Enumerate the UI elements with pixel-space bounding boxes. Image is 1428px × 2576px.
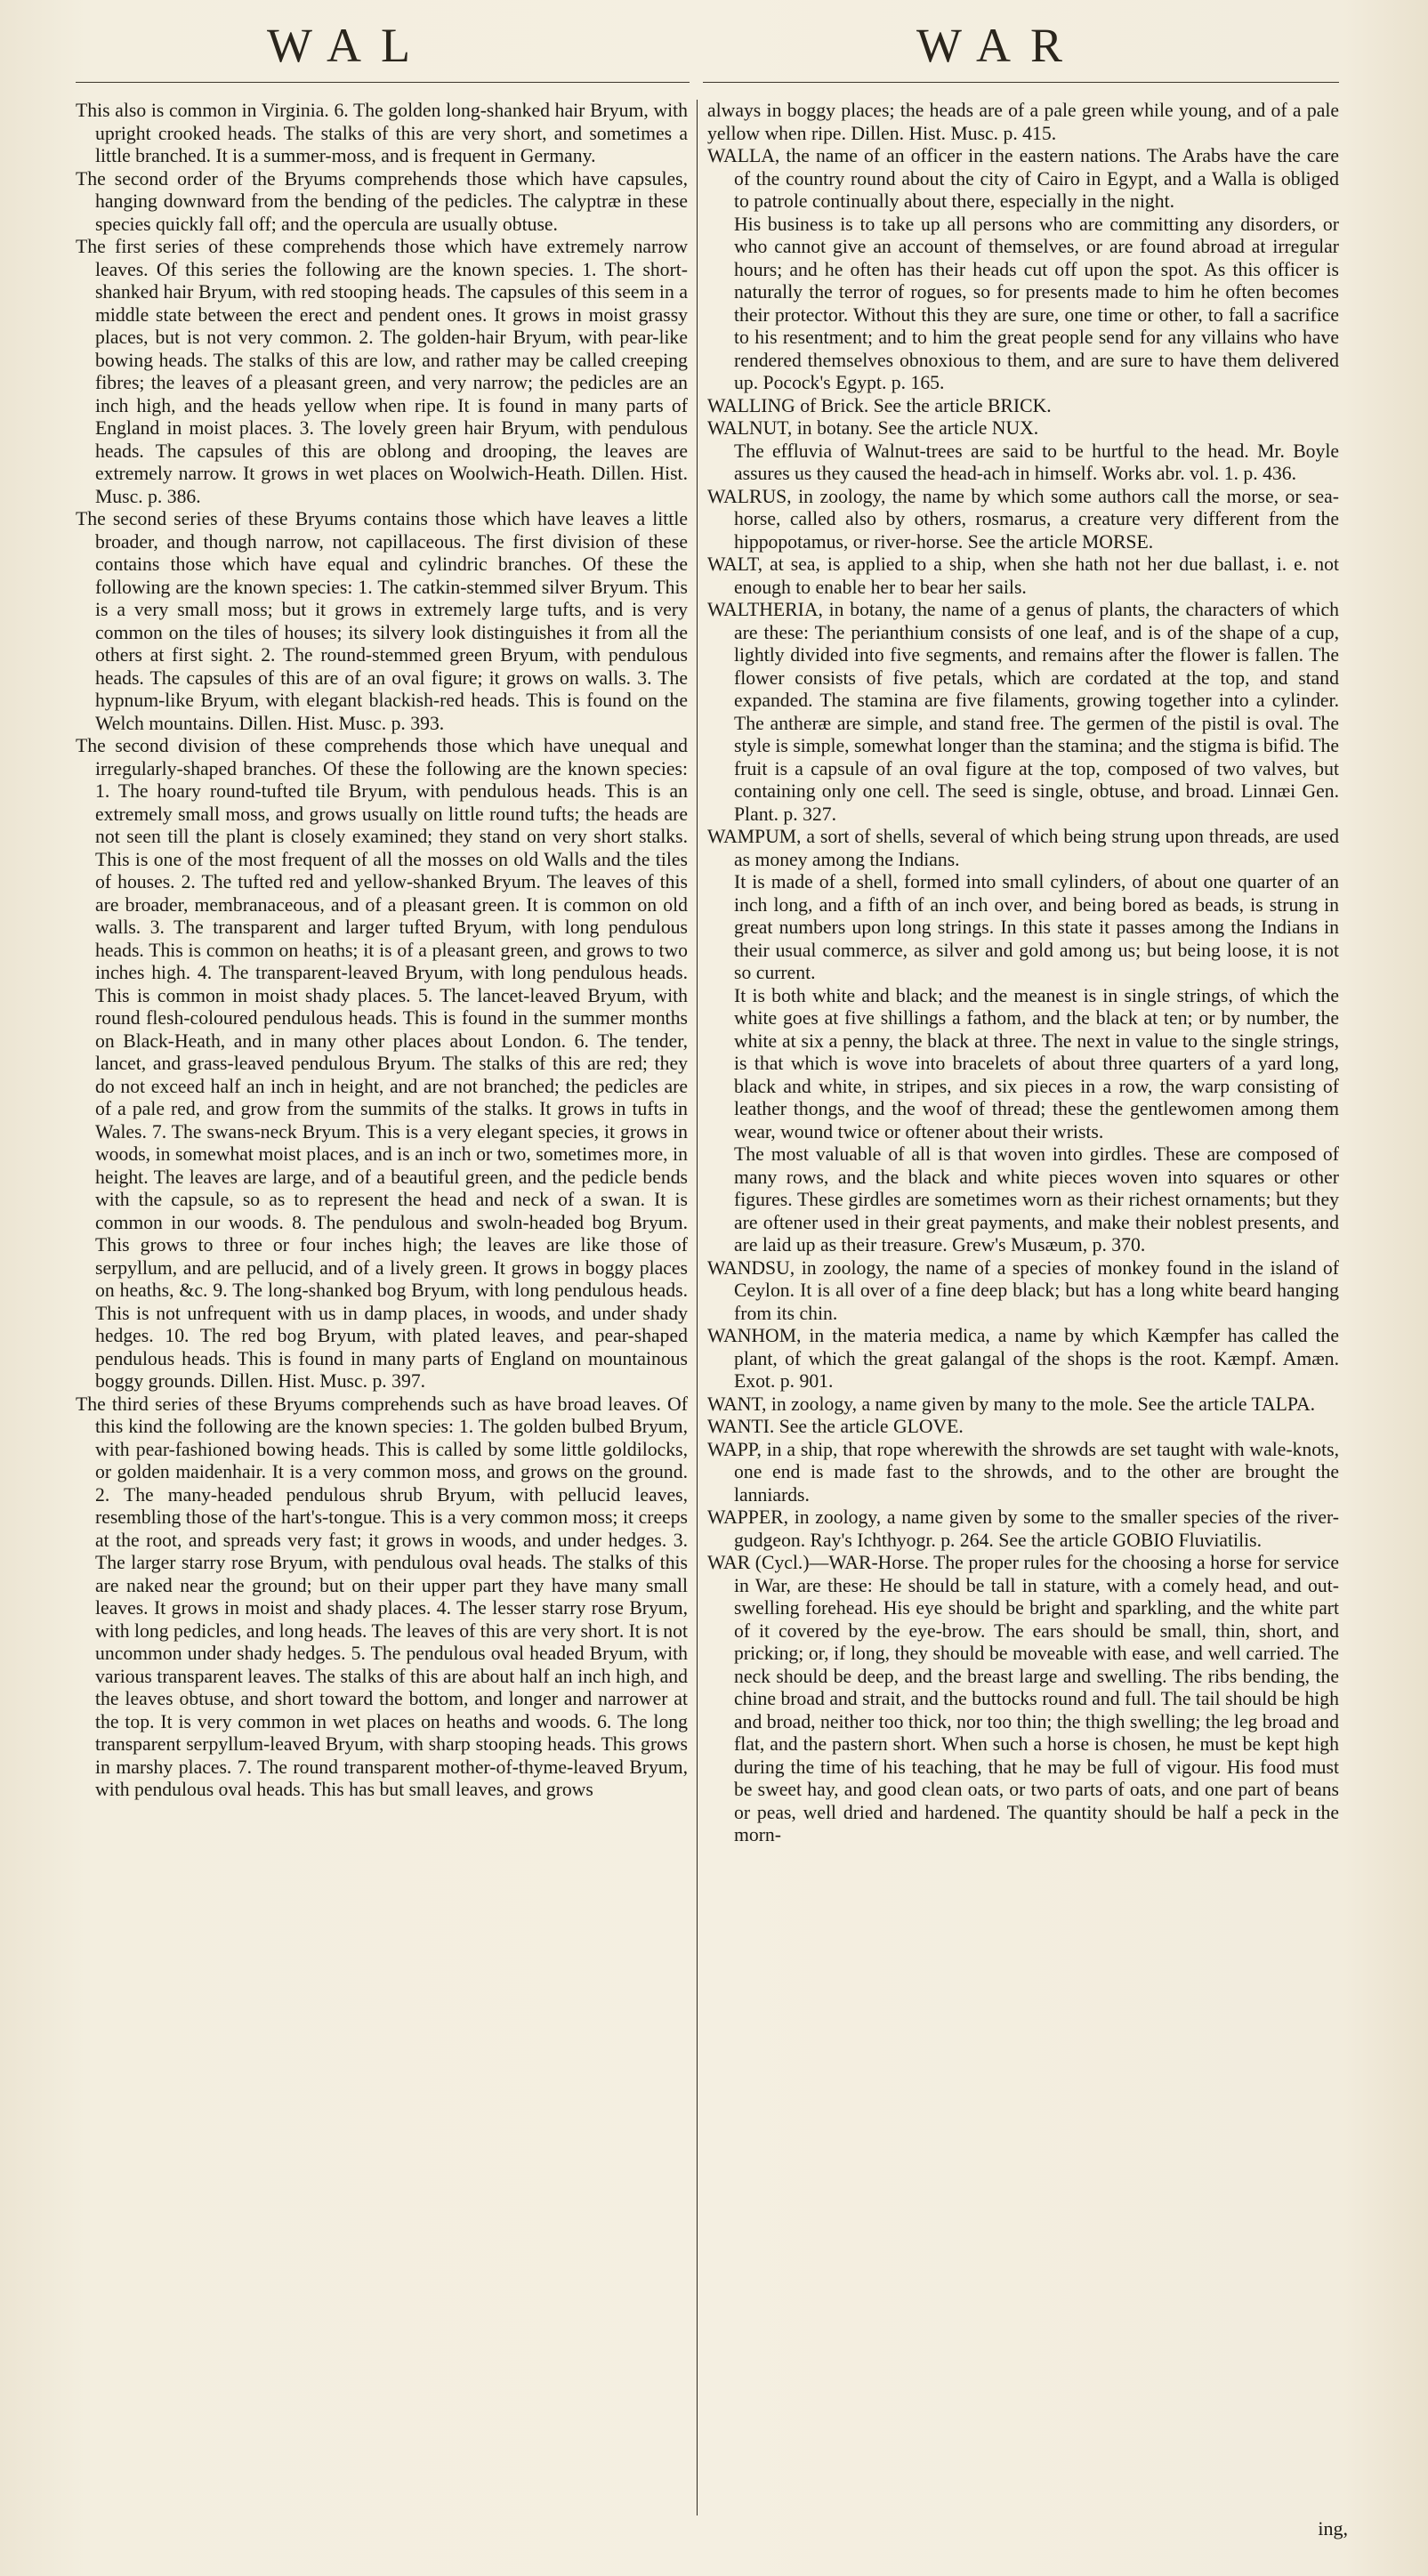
left-column [76,100,688,2520]
paragraph: The most valuable of all is that woven into girdles. These are composed of many rows, and the black and white pieces woven into squares or other figures. These girdles are sometimes worn as their richest ornaments; but they are oftener used in their great payments, and make their noblest presents, and are laid up as their treasure. Grew's Musæum, p. 370. [734,1143,1339,1256]
catchword: ing, [1318,2517,1348,2540]
dictionary-entry: WALTHERIA, in botany, the name of a genus of plants, the characters of which are these: The perianthium consists of one leaf, and is of the shape of a cup, lightly divided into five segments, and remains after the flower is fallen. The flower consists of five petals, which are cordated at the top, and stand expanded. The stamina are five filaments, growing together into a cylinder. The antheræ are simple, and stand free. The germen of the pistil is oval. The style is simple, somewhat longer than the stamina; and the stigma is bifid. The fruit is a capsule of an oval figure at the top, composed of two valves, but containing only one cell. The seed is single, obtuse, and broad. Linnæi Gen. Plant. p. 327. [707,599,1339,825]
paragraph: The third series of these Bryums comprehends such as have broad leaves. Of this kind the following are the known species: 1. The golden bulbed Bryum, with pear-fashioned bowing heads. This is called by some little goldilocks, or golden maidenhair. It is a very common moss, and grows on the ground. 2. The many-headed pendulous shrub Bryum, with pellucid leaves, resembling those of the hart's-tongue. This is a very common moss; it creeps at the root, and spreads very fast; it grows in woods, and under hedges. 3. The larger starry rose Bryum, with pendulous oval heads. The stalks of this are naked near the ground; but on their upper part they have many small leaves. It grows in moist and shady places. 4. The lesser starry rose Bryum, with long pedicles, and long heads. The leaves of this are very short. It is not uncommon under shady hedges. 5. The pendulous oval headed Bryum, with various transparent leaves. The stalks of this are about half an inch high, and the leaves obtuse, and short toward the bottom, and longer and narrower at the top. It is very common in wet places on heaths and woods. 6. The long transparent serpyllum-leaved Bryum, with sharp stooping heads. This grows in marshy places. 7. The round transparent mother-of-thyme-leaved Bryum, with pendulous oval heads. This has but small leaves, and grows [76,1393,688,1800]
paragraph: The second order of the Bryums comprehends those which have capsules, hanging downward from the bending of the pedicles. The calyptræ in these species quickly fall off; and the opercula are usually obtuse. [76,167,688,235]
paragraph: The first series of these comprehends those which have extremely narrow leaves. Of this series the following are the known species. 1. The short-shanked hair Bryum, with red stooping heads. The capsules of this seem in a middle state between the erect and pendent ones. It grows in moist grassy places, but is not very common. 2. The golden-hair Bryum, with pear-like bowing heads. The stalks of this are low, and rather may be called creeping fibres; the leaves of a pleasant green, and very narrow; the pedicles are an inch high, and the heads yellow when ripe. It is found in many parts of England in moist places. 3. The lovely green hair Bryum, with pendulous heads. The capsules of this are oblong and drooping, the leaves are extremely narrow. It grows in wet places on Woolwich-Heath. Dillen. Hist. Musc. p. 386. [76,236,688,507]
dictionary-entry: WAMPUM, a sort of shells, several of which being strung upon threads, are used as money among the Indians. [707,826,1339,870]
right-column [707,100,1339,2520]
running-header-right: WAR [916,19,1082,72]
dictionary-entry: WANDSU, in zoology, the name of a species of monkey found in the island of Ceylon. It is all over of a fine deep black; but has a long white beard hanging from its chin. [707,1256,1339,1324]
column-divider [697,100,698,2515]
dictionary-entry: WAPPER, in zoology, a name given by some to the smaller species of the river-gudgeon. Ray's Ichthyogr. p. 264. See the article GOBIO Fluviatilis. [707,1506,1339,1551]
dictionary-entry: WALLA, the name of an officer in the eastern nations. The Arabs have the care of the country round about the city of Cairo in Egypt, and a Walla is obliged to patrole continually about there, especially in the night. [707,145,1339,212]
paragraph: This also is common in Virginia. 6. The golden long-shanked hair Bryum, with upright crooked heads. The stalks of this are very short, and sometimes a little branched. It is a summer-moss, and is frequent in Germany. [76,100,688,166]
dictionary-entry: WALRUS, in zoology, the name by which some authors call the morse, or sea-horse, called also by others, rosmarus, a creature very different from the hippopotamus, or river-horse. See the article MORSE. [707,485,1339,553]
paragraph: His business is to take up all persons who are committing any disorders, or who cannot give an account of themselves, or are found abroad at irregular hours; and he often has their heads cut off upon the spot. As this officer is naturally the terror of rogues, so for presents made to him he often becomes their protector. Without this they are sure, one time or other, to fall a sacrifice to his resentment; and to him the great people send for any villains who have rendered themselves obnoxious to them, and are sure to have them delivered up. Pocock's Egypt. p. 165. [734,213,1339,393]
paragraph: The second series of these Bryums contains those which have leaves a little broader, and though narrow, not capillaceous. The first division of these contains those which have equal and cylindric branches. Of these the following are the known species: 1. The catkin-stemmed silver Bryum. This is a very small moss; but it grows in extremely large tufts, and is very common on the tiles of houses; its silvery look distinguishes it from all the others at first sight. 2. The round-stemmed green Bryum, with pendulous heads. The capsules of this are of an oval figure; it grows on walls. 3. The hypnum-like Bryum, with elegant blackish-red heads. This is found on the Welch mountains. Dillen. Hist. Musc. p. 393. [76,508,688,734]
running-header-left: WAL [267,19,430,72]
dictionary-entry: WANT, in zoology, a name given by many to the mole. See the article TALPA. [707,1393,1316,1415]
paragraph: The second division of these comprehends those which have unequal and irregularly-shaped branches. Of these the following are the known species: 1. The hoary round-tufted tile Bryum, with pendulous heads. This is an extremely small moss, and grows usually on little round tufts; the heads are not seen till the plant is closely examined; they stand on very short stalks. This is one of the most frequent of all the mosses on old Walls and the tiles of houses. 2. The tufted red and yellow-shanked Bryum. The leaves of this are broader, membranaceous, and of a pleasant green. It is common on old walls. 3. The transparent and larger tufted Bryum, with long pendulous heads. This is common on heaths; it is of a pleasant green, and grows to two inches high. 4. The transparent-leaved Bryum, with long pendulous heads. This is common in moist shady places. 5. The lancet-leaved Bryum, with round flesh-coloured pendulous heads. This is found in the summer months on Black-Heath, and in many other places about London. 6. The tender, lancet, and grass-leaved pendulous Bryum. The stalks of this are red; they do not exceed half an inch in height, and are not branched; the pedicles are of a pale red, and grow from the summits of the stalks. It grows in tufts in Wales. 7. The swans-neck Bryum. This is a very elegant species, it grows in woods, in somewhat moist places, and is an inch or two, sometimes more, in height. The leaves are large, and of a beautiful green, and the pedicle bends with the capsule, so as to represent the head and neck of a swan. It is common in our woods. 8. The pendulous and swoln-headed bog Bryum. This grows to three or four inches high; the leaves are like those of serpyllum, and are pellucid, and of a lively green. It grows in boggy places on heaths, &c. 9. The long-shanked bog Bryum, with long pendulous heads. This is not unfrequent with us in damp places, in woods, and under shady hedges. 10. The red bog Bryum, with plated leaves, and pear-shaped pendulous heads. This is found in many parts of England on mountainous boggy grounds. Dillen. Hist. Musc. p. 397. [76,735,688,1392]
dictionary-entry: WAPP, in a ship, that rope wherewith the shrowds are set taught with wale-knots, one end is made fast to the shrowds, and to the other are brought the lanniards. [707,1438,1339,1506]
paragraph: It is made of a shell, formed into small cylinders, of about one quarter of an inch long, and a fifth of an inch over, and being bored as beads, is strung in great numbers upon long strings. In this state it passes among the Indians in their usual commerce, as silver and gold among us; but being loose, it is not so current. [734,871,1339,983]
paragraph: It is both white and black; and the meanest is in single strings, of which the white goes at five shillings a fathom, and the black at ten; or by number, the white at six a penny, the black at three. The next in value to the single strings, is that which is wove into bracelets of about three quarters of a yard long, black and white, in stripes, and six pieces in a row, the warp consisting of leather thongs, and the woof of thread; these the gentlewomen among them wear, wound twice or oftener about their wrists. [734,984,1339,1143]
dictionary-entry: WALNUT, in botany. See the article NUX. [707,417,1039,439]
dictionary-entry: WAR (Cycl.)—WAR-Horse. The proper rules for the choosing a horse for service in War, are these: He should be tall in stature, with a comely head, and out-swelling forehead. His eye should be bright and sparkling, and the white part of it covered by the eye-brow. The ears should be small, thin, short, and pricking; or, if long, they should be moveable with ease, and well carried. The neck should be deep, and the breast large and swelling. The ribs bending, the chine broad and strait, and the buttocks round and full. The tail should be high and broad, neither too thick, nor too thin; the thigh swelling; the leg broad and flat, and the pastern short. When such a horse is chosen, he must be kept high during the time of his teaching, that he may be full of vigour. His food must be sweet hay, and good clean oats, or two parts of oats, and one part of beans or peas, well dried and hardened. The quantity should be half a peck in the morn- [707,1552,1339,1845]
paragraph: always in boggy places; the heads are of a pale green while young, and of a pale yellow when ripe. Dillen. Hist. Musc. p. 415. [707,100,1339,144]
paragraph: The effluvia of Walnut-trees are said to be hurtful to the head. Mr. Boyle assures us they caused the head-ach in himself. Works abr. vol. 1. p. 436. [734,440,1339,484]
header-rule-right [703,82,1339,83]
dictionary-entry: WANHOM, in the materia medica, a name by which Kæmpfer has called the plant, of which the great galangal of the shops is the root. Kæmpf. Amæn. Exot. p. 901. [707,1325,1339,1392]
dictionary-entry: WALT, at sea, is applied to a ship, when she hath not her due ballast, i. e. not enough to enable her to bear her sails. [707,553,1339,598]
header-rule-left [76,82,690,83]
dictionary-entry: WALLING of Brick. See the article BRICK. [707,394,1052,416]
dictionary-entry: WANTI. See the article GLOVE. [707,1416,964,1437]
